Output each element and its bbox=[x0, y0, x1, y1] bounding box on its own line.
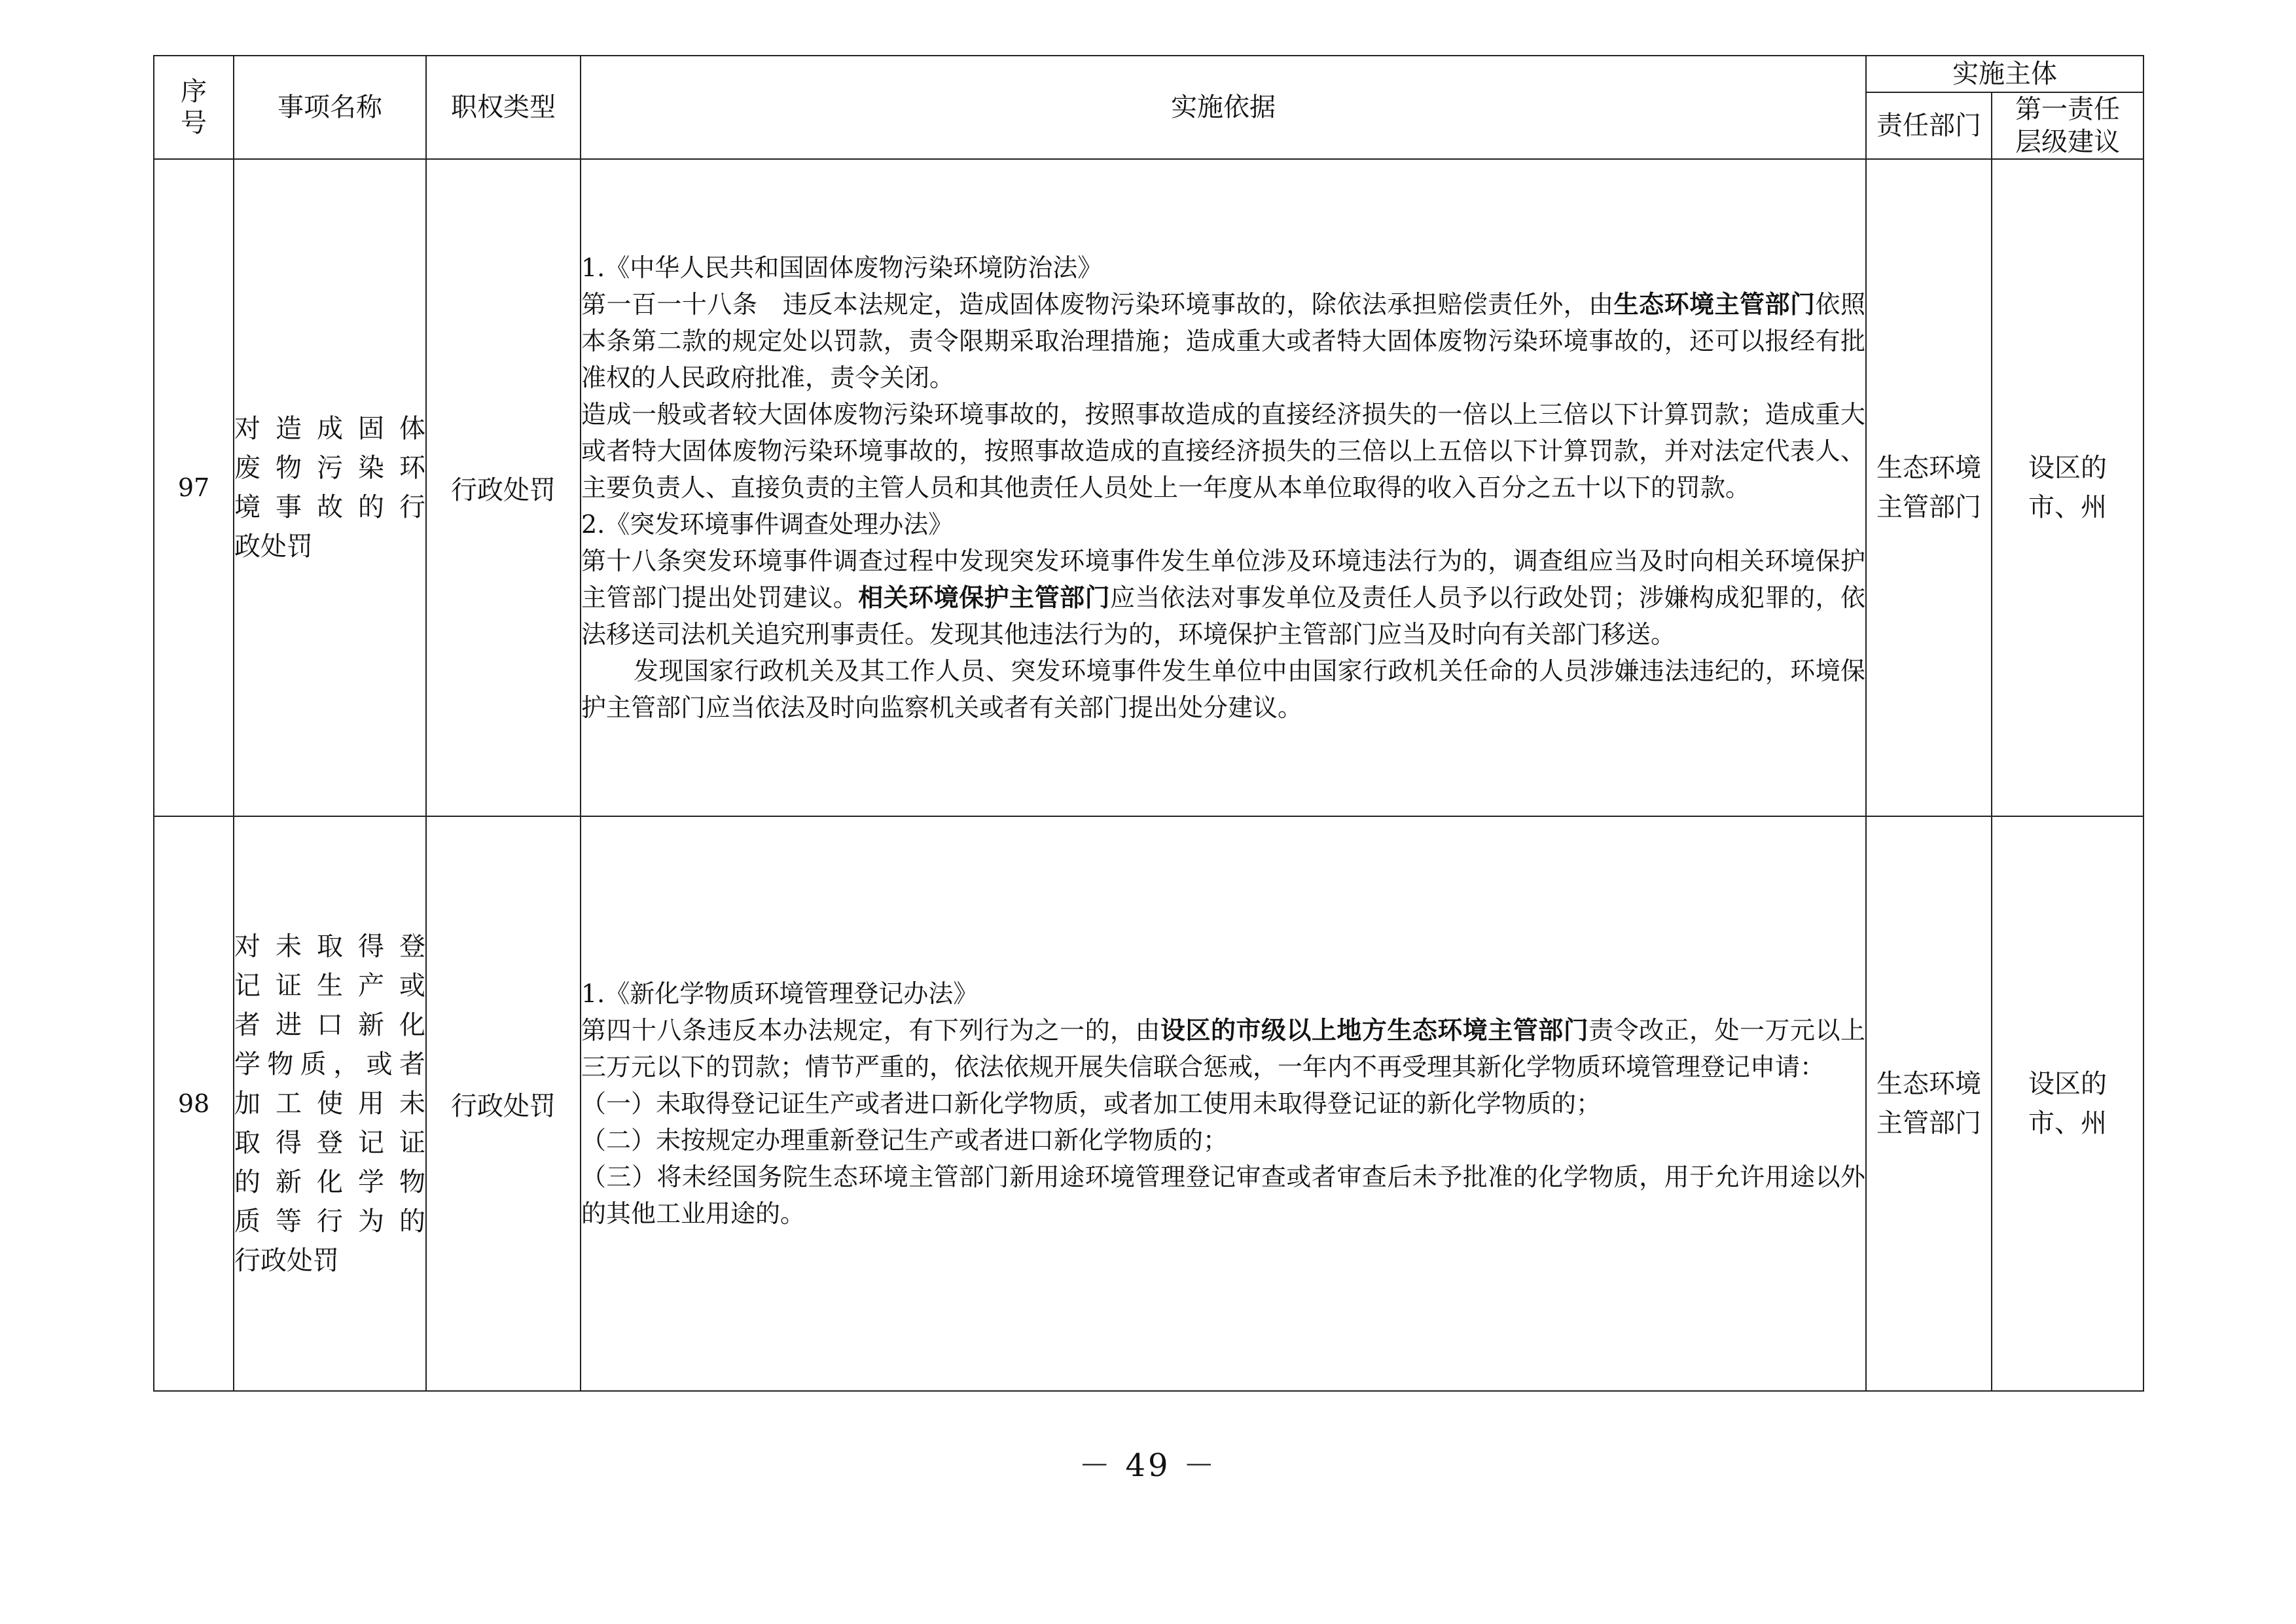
page-number: － 49 － bbox=[1079, 1447, 1217, 1484]
row-item-name: 对造成固体 废物污染环 境事故的行 政处罚 bbox=[234, 159, 426, 816]
header-dept: 责任部门 bbox=[1866, 92, 1992, 159]
row-dept: 生态环境 主管部门 bbox=[1866, 159, 1992, 816]
basis-clause: （二）未按规定办理重新登记生产或者进口新化学物质的； bbox=[581, 1126, 1229, 1155]
row-seq: 98 bbox=[154, 816, 234, 1391]
row-basis bbox=[581, 816, 1866, 1391]
table-header-row bbox=[154, 56, 2144, 92]
header-seq: 序 号 bbox=[154, 56, 234, 159]
header-power-type: 职权类型 bbox=[426, 56, 581, 159]
row-seq: 97 bbox=[154, 159, 234, 816]
basis-paragraph: 造成一般或者较大固体废物污染环境事故的，按照事故造成的直接经济损失的一倍以上三倍以下计算罚款；造成重大或者特大固体废物污染环境事故的，按照事故造成的直接经济损失的三倍以上五倍以下计算罚款，并对法定代表人、主要负责人、直接负责的主管人员和其他责任人员处上一年度从本单位取得的收入百分之五十以下的罚款。 bbox=[581, 400, 1865, 502]
basis-article: 第十八条突发环境事件调查过程中发现突发环境事件发生单位涉及环境违法行为的，调查组应当及时向相关环境保护主管部门提出处罚建议。相关环境保护主管部门应当依法对事发单位及责任人员予以行政处罚；涉嫌构成犯罪的，依法移送司法机关追究刑事责任。发现其他违法行为的，环境保护主管部门应当及时向有关部门移送。 bbox=[581, 547, 1865, 649]
basis-law-title: 2.《突发环境事件调查处理办法》 bbox=[581, 510, 954, 539]
row-basis bbox=[581, 159, 1866, 816]
basis-clause: （三）将未经国务院生态环境主管部门新用途环境管理登记审查或者审查后未予批准的化学物质，用于允许用途以外的其他工业用途的。 bbox=[581, 1163, 1865, 1228]
header-basis: 实施依据 bbox=[581, 56, 1866, 159]
header-item-name: 事项名称 bbox=[234, 56, 426, 159]
row-level: 设区的 市、州 bbox=[1992, 816, 2144, 1391]
row-dept: 生态环境 主管部门 bbox=[1866, 816, 1992, 1391]
basis-paragraph: 发现国家行政机关及其工作人员、突发环境事件发生单位中由国家行政机关任命的人员涉嫌违法违纪的，环境保护主管部门应当依法及时向监察机关或者有关部门提出处分建议。 bbox=[581, 657, 1865, 722]
basis-law-title: 1.《中华人民共和国固体废物污染环境防治法》 bbox=[581, 253, 1103, 282]
basis-clause: （一）未取得登记证生产或者进口新化学物质，或者加工使用未取得登记证的新化学物质的； bbox=[581, 1089, 1602, 1118]
basis-law-title: 1.《新化学物质环境管理登记办法》 bbox=[581, 979, 978, 1008]
row-level: 设区的 市、州 bbox=[1992, 159, 2144, 816]
row-power-type: 行政处罚 bbox=[426, 816, 581, 1391]
basis-article: 第四十八条违反本办法规定，有下列行为之一的，由设区的市级以上地方生态环境主管部门责令改正，处一万元以上三万元以下的罚款；情节严重的，依法依规开展失信联合惩戒，一年内不再受理其新化学物质环境管理登记申请： bbox=[581, 1016, 1865, 1081]
responsibility-table bbox=[153, 55, 2144, 1392]
header-level: 第一责任 层级建议 bbox=[1992, 92, 2144, 159]
basis-article: 第一百一十八条 违反本法规定，造成固体废物污染环境事故的，除依法承担赔偿责任外，由生态环境主管部门依照本条第二款的规定处以罚款，责令限期采取治理措施；造成重大或者特大固体废物污染环境事故的，还可以报经有批准权的人民政府批准，责令关闭。 bbox=[581, 290, 1865, 392]
row-power-type: 行政处罚 bbox=[426, 159, 581, 816]
header-subject: 实施主体 bbox=[1866, 56, 2144, 92]
row-item-name: 对未取得登 记证生产或 者进口新化 学物质，或者 加工使用未 取得登记证 的新化学物 质等行为的 行政处罚 bbox=[234, 816, 426, 1391]
table-row bbox=[154, 816, 2144, 1391]
table-row bbox=[154, 159, 2144, 816]
